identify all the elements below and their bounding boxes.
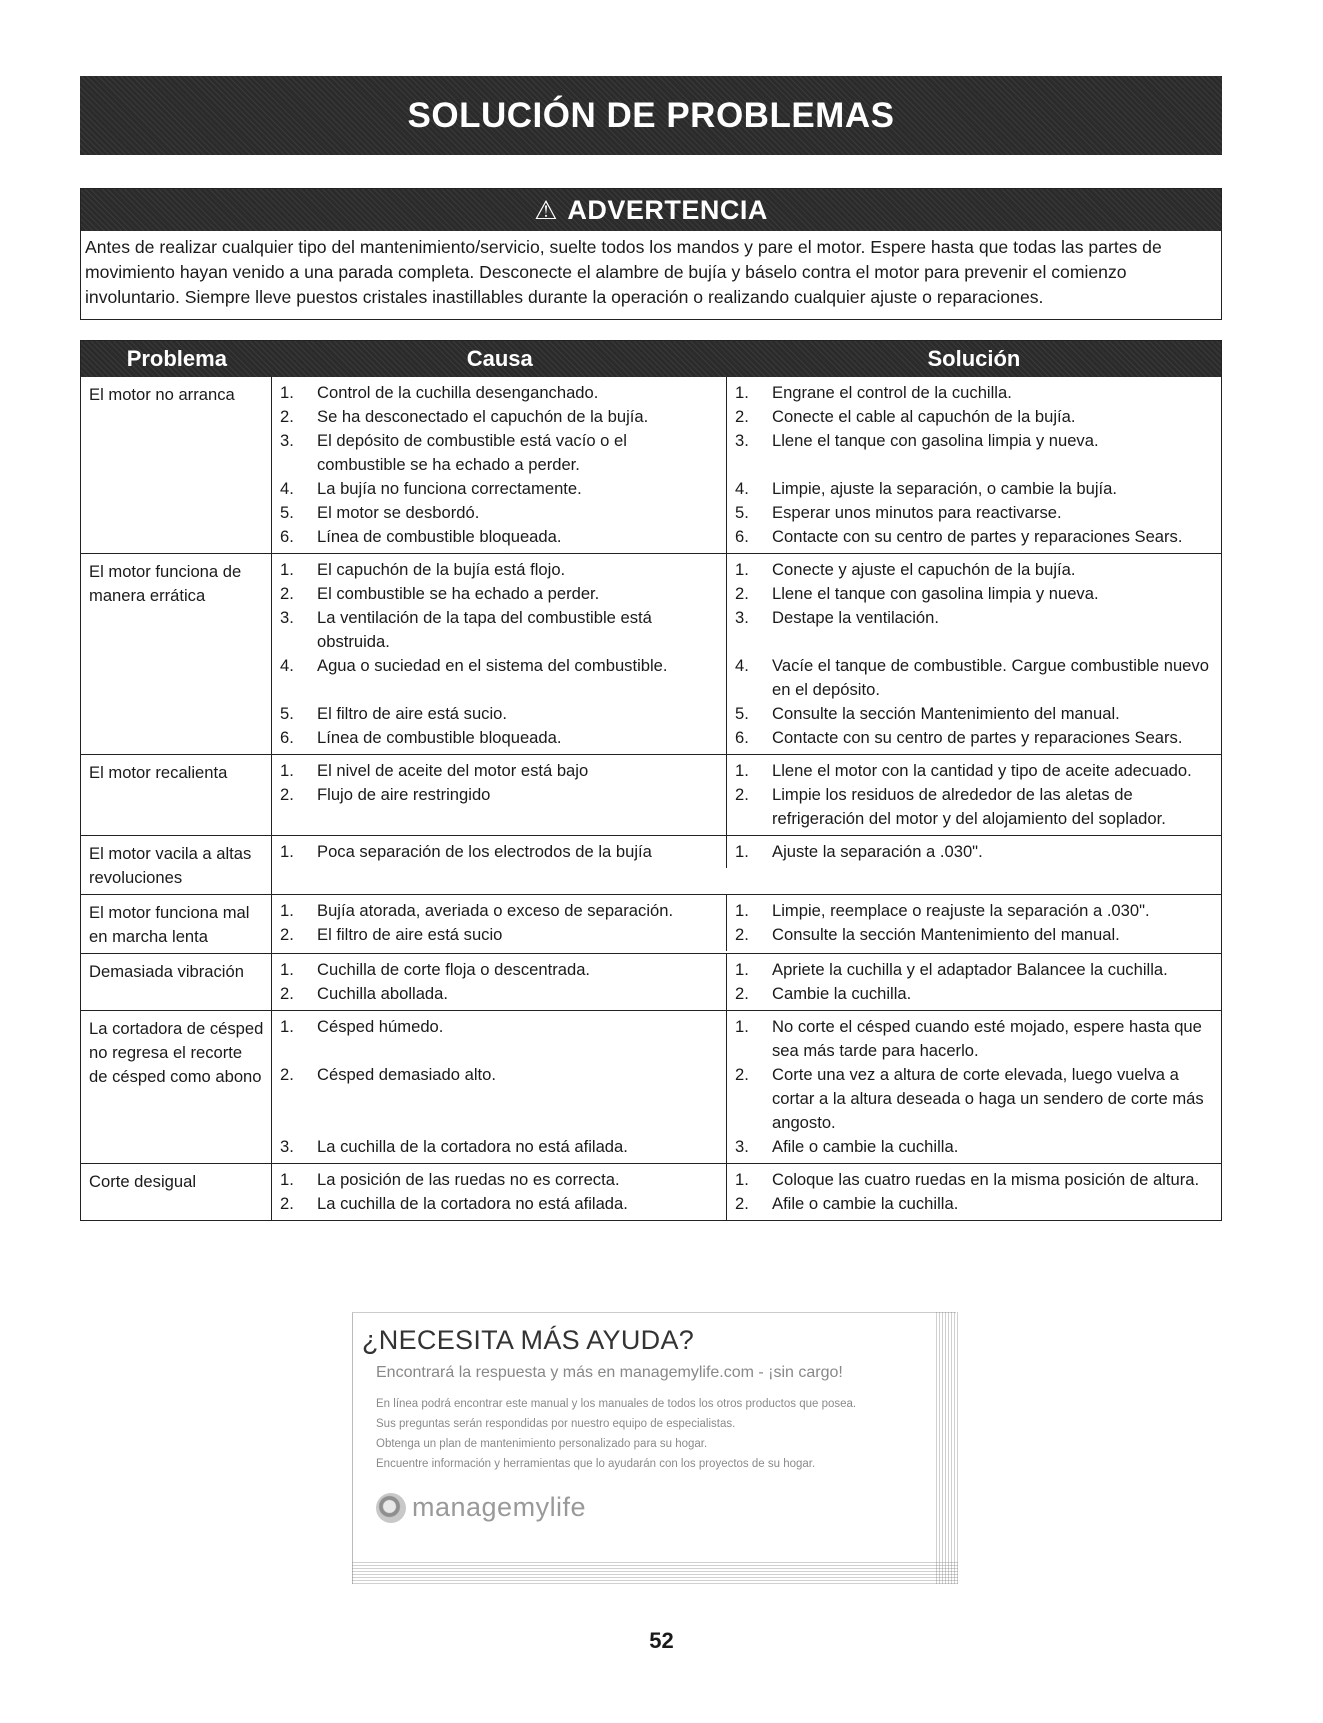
cause-text: Línea de combustible bloqueada. [317,728,562,747]
cause-number: 5. [280,704,294,723]
cause-cell [272,554,727,582]
cause-number: 2. [280,925,294,944]
help-subtitle: Encontrará la respuesta y más en managemylife.com - ¡sin cargo! [376,1364,843,1381]
cause-text: La posición de las ruedas no es correcta. [317,1170,620,1189]
solution-number: 1. [735,960,749,979]
cause-number: 4. [280,656,294,675]
cause-cell [272,582,727,606]
header-cause: Causa [466,346,533,371]
solution-cell [727,477,1221,501]
help-title: ¿NECESITA MÁS AYUDA? [362,1325,695,1355]
cause-cell [272,606,727,654]
solution-text: Llene el tanque con gasolina limpia y nueva. [772,431,1099,450]
solution-text: Afile o cambie la cuchilla. [772,1194,959,1213]
solution-number: 2. [735,925,749,944]
cause-number: 2. [280,1194,294,1213]
cause-text: Se ha desconectado el capuchón de la bujía. [317,407,649,426]
cause-text: Césped húmedo. [317,1017,444,1036]
cause-text: El motor se desbordó. [317,503,480,522]
solution-text: Llene el motor con la cantidad y tipo de aceite adecuado. [772,761,1192,780]
table-row [272,1135,1221,1163]
problem-cell: El motor recalienta [81,755,272,835]
table-row [272,1011,1221,1063]
problem-cell: El motor funciona mal en marcha lenta [81,895,272,953]
title-banner [80,76,1222,155]
solution-text: No corte el césped cuando esté mojado, espere hasta que sea más tarde para hacerlo. [772,1017,1202,1060]
solution-cell [727,954,1221,982]
solution-number: 3. [735,608,749,627]
solution-number: 5. [735,704,749,723]
solution-text: Esperar unos minutos para reactivarse. [772,503,1062,522]
cause-text: Flujo de aire restringido [317,785,491,804]
table-row [272,477,1221,501]
warning-box [80,188,1222,320]
cause-text: Césped demasiado alto. [317,1065,496,1084]
solution-cell [727,606,1221,654]
cause-cell [272,477,727,501]
solution-cell [727,982,1221,1010]
table-section [81,835,1221,894]
cause-number: 2. [280,407,294,426]
cause-number: 2. [280,584,294,603]
cause-cell [272,836,727,868]
table-row [272,954,1221,982]
warning-title: ADVERTENCIA [567,194,768,225]
solution-number: 1. [735,1017,749,1036]
solution-text: Conecte y ajuste el capuchón de la bujía. [772,560,1076,579]
solution-text: Destape la ventilación. [772,608,939,627]
cause-number: 1. [280,1170,294,1189]
solution-number: 4. [735,656,749,675]
solution-number: 2. [735,785,749,804]
cause-text: La ventilación de la tapa del combustible está obstruida. [317,608,652,651]
table-row [272,554,1221,582]
cause-cell [272,429,727,477]
logo-text: managemylife [412,1492,587,1522]
solution-cell [727,923,1221,951]
solution-text: Cambie la cuchilla. [772,984,912,1003]
cause-text: Línea de combustible bloqueada. [317,527,562,546]
cause-solution-list [272,836,1221,894]
table-row [272,895,1221,923]
solution-number: 6. [735,527,749,546]
solution-text: Apriete la cuchilla y el adaptador Balancee la cuchilla. [772,960,1168,979]
cause-cell [272,923,727,951]
solution-cell [727,525,1221,553]
cause-solution-list [272,377,1221,553]
header-problem: Problema [126,346,227,371]
header-solution: Solución [927,346,1021,371]
cause-solution-list [272,954,1221,1010]
table-row [272,501,1221,525]
table-row [272,923,1221,951]
cause-cell [272,654,727,702]
cause-number: 5. [280,503,294,522]
table-row [272,377,1221,405]
problem-cell: El motor vacila a altas revoluciones [81,836,272,894]
cause-cell [272,1063,727,1135]
cause-cell [272,702,727,726]
problem-cell: El motor funciona de manera errática [81,554,272,754]
solution-number: 3. [735,1137,749,1156]
managemylife-logo [376,1492,586,1523]
table-section [81,377,1221,553]
solution-cell [727,654,1221,702]
solution-cell [727,836,1221,868]
solution-number: 2. [735,1194,749,1213]
help-line: Obtenga un plan de mantenimiento personalizado para su hogar. [376,1438,708,1450]
solution-cell [727,1192,1221,1220]
cause-cell [272,1011,727,1063]
cause-number: 1. [280,901,294,920]
logo-mark-icon [376,1493,406,1523]
table-header [81,341,1221,377]
solution-cell [727,726,1221,754]
solution-number: 1. [735,1170,749,1189]
solution-text: Conecte el cable al capuchón de la bujía. [772,407,1076,426]
problem-cell: Corte desigual [81,1164,272,1220]
solution-text: Coloque las cuatro ruedas en la misma posición de altura. [772,1170,1200,1189]
solution-text: Limpie, ajuste la separación, o cambie la bujía. [772,479,1117,498]
solution-cell [727,405,1221,429]
cause-number: 4. [280,479,294,498]
solution-text: Llene el tanque con gasolina limpia y nueva. [772,584,1099,603]
cause-cell [272,405,727,429]
solution-number: 2. [735,407,749,426]
table-section [81,754,1221,835]
table-body [81,377,1221,1220]
solution-number: 1. [735,761,749,780]
table-row [272,726,1221,754]
solution-cell [727,755,1221,783]
cause-solution-list [272,895,1221,953]
solution-number: 2. [735,584,749,603]
solution-cell [727,1135,1221,1163]
cause-text: Poca separación de los electrodos de la bujía [317,842,652,861]
cause-number: 1. [280,560,294,579]
cause-solution-list [272,1011,1221,1163]
cause-text: El nivel de aceite del motor está bajo [317,761,589,780]
solution-text: Limpie, reemplace o reajuste la separación a .030". [772,901,1150,920]
solution-text: Contacte con su centro de partes y reparaciones Sears. [772,527,1183,546]
solution-cell [727,1063,1221,1135]
table-row [272,1164,1221,1192]
table-row [272,1192,1221,1220]
solution-number: 2. [735,1065,749,1084]
solution-cell [727,1164,1221,1192]
warning-triangle-icon: ⚠ [534,195,558,225]
solution-number: 1. [735,842,749,861]
cause-number: 2. [280,785,294,804]
cause-cell [272,954,727,982]
cause-cell [272,377,727,405]
cause-number: 1. [280,842,294,861]
warning-header [81,189,1221,231]
cause-text: El depósito de combustible está vacío o el combustible se ha echado a perder. [317,431,627,474]
help-line: Sus preguntas serán respondidas por nuestro equipo de especialistas. [376,1418,736,1430]
cause-text: El filtro de aire está sucio [317,925,503,944]
solution-number: 1. [735,383,749,402]
help-box-shadow [352,1562,958,1584]
table-row [272,582,1221,606]
cause-number: 2. [280,984,294,1003]
solution-text: Contacte con su centro de partes y reparaciones Sears. [772,728,1183,747]
cause-cell [272,525,727,553]
solution-text: Engrane el control de la cuchilla. [772,383,1012,402]
help-line: En línea podrá encontrar este manual y los manuales de todos los otros productos que posea. [376,1398,857,1410]
cause-cell [272,1135,727,1163]
cause-text: Cuchilla abollada. [317,984,448,1003]
cause-cell [272,982,727,1010]
help-box-shadow [936,1312,958,1584]
table-row [272,783,1221,835]
cause-number: 1. [280,960,294,979]
table-row [272,755,1221,783]
table-section [81,1010,1221,1163]
problem-cell: La cortadora de césped no regresa el recorte de césped como abono [81,1011,272,1163]
solution-text: Vacíe el tanque de combustible. Cargue combustible nuevo en el depósito. [772,656,1209,699]
cause-text: Bujía atorada, averiada o exceso de separación. [317,901,674,920]
solution-number: 4. [735,479,749,498]
solution-number: 1. [735,560,749,579]
solution-cell [727,702,1221,726]
solution-cell [727,429,1221,477]
cause-number: 2. [280,1065,294,1084]
table-row [272,1063,1221,1135]
cause-cell [272,1192,727,1220]
solution-text: Consulte la sección Mantenimiento del manual. [772,704,1120,723]
cause-cell [272,726,727,754]
solution-cell [727,377,1221,405]
cause-solution-list [272,554,1221,754]
cause-text: El filtro de aire está sucio. [317,704,507,723]
help-line: Encuentre información y herramientas que lo ayudarán con los proyectos de su hogar. [376,1458,816,1470]
table-row [272,982,1221,1010]
solution-text: Consulte la sección Mantenimiento del manual. [772,925,1120,944]
table-row [272,654,1221,702]
cause-number: 6. [280,527,294,546]
cause-text: El combustible se ha echado a perder. [317,584,600,603]
warning-text: Antes de realizar cualquier tipo del mantenimiento/servicio, suelte todos los mandos y pare el motor. Espere hasta que todas las partes de movimiento hayan venido a una parada completa. Desconecte el alambre de bujía y báselo contra el motor para prevenir el comienzo involuntario. Siempre lleve puestos cristales inastillables durante la operación o realizando cualquier ajuste o reparaciones. [85,237,1162,307]
cause-text: Cuchilla de corte floja o descentrada. [317,960,591,979]
table-row [272,525,1221,553]
solution-number: 5. [735,503,749,522]
cause-cell [272,755,727,783]
table-row [272,836,1221,868]
table-section [81,953,1221,1010]
cause-number: 1. [280,761,294,780]
help-list [376,1394,856,1474]
solution-cell [727,895,1221,923]
cause-cell [272,783,727,835]
cause-number: 3. [280,431,294,450]
solution-number: 2. [735,984,749,1003]
problem-cell: El motor no arranca [81,377,272,553]
solution-cell [727,501,1221,525]
cause-text: La cuchilla de la cortadora no está afilada. [317,1137,628,1156]
cause-text: La cuchilla de la cortadora no está afilada. [317,1194,628,1213]
solution-cell [727,582,1221,606]
problem-cell: Demasiada vibración [81,954,272,1010]
solution-number: 3. [735,431,749,450]
table-row [272,429,1221,477]
cause-solution-list [272,755,1221,835]
solution-text: Corte una vez a altura de corte elevada, luego vuelva a cortar a la altura deseada o haga un sendero de corte más angosto. [772,1065,1204,1132]
solution-cell [727,1011,1221,1063]
solution-text: Limpie los residuos de alrededor de las aletas de refrigeración del motor y del alojamiento del soplador. [772,785,1166,828]
cause-cell [272,895,727,923]
table-section [81,1163,1221,1220]
troubleshooting-table [80,340,1222,1221]
page-number: 52 [649,1628,674,1653]
cause-solution-list [272,1164,1221,1220]
cause-number: 3. [280,1137,294,1156]
cause-text: El capuchón de la bujía está flojo. [317,560,566,579]
cause-cell [272,1164,727,1192]
cause-number: 3. [280,608,294,627]
solution-number: 6. [735,728,749,747]
solution-text: Ajuste la separación a .030". [772,842,983,861]
cause-text: Control de la cuchilla desenganchado. [317,383,599,402]
solution-text: Afile o cambie la cuchilla. [772,1137,959,1156]
solution-number: 1. [735,901,749,920]
cause-cell [272,501,727,525]
cause-text: La bujía no funciona correctamente. [317,479,582,498]
table-section [81,894,1221,953]
table-row [272,606,1221,654]
table-row [272,702,1221,726]
solution-cell [727,554,1221,582]
page-title: SOLUCIÓN DE PROBLEMAS [407,95,895,135]
cause-number: 1. [280,383,294,402]
cause-number: 6. [280,728,294,747]
table-row [272,405,1221,429]
solution-cell [727,783,1221,835]
cause-number: 1. [280,1017,294,1036]
table-section [81,553,1221,754]
cause-text: Agua o suciedad en el sistema del combustible. [317,656,668,675]
